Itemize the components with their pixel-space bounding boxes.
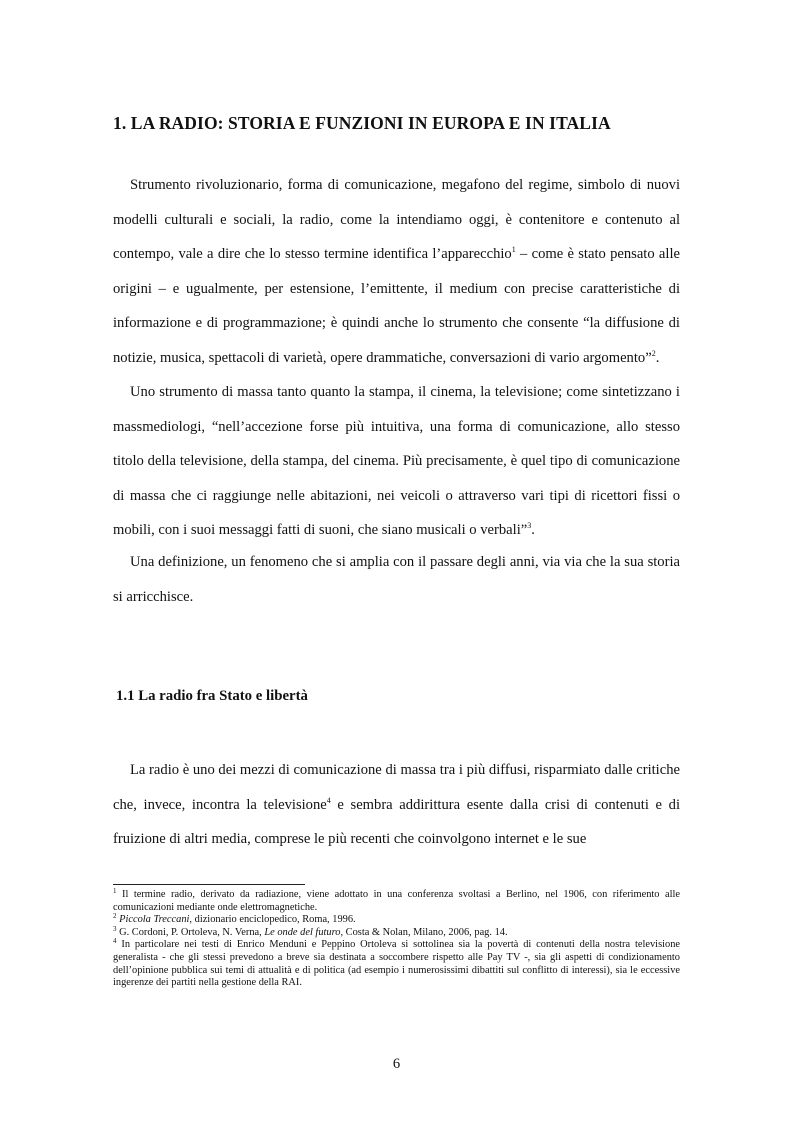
paragraph-4-text-a: La radio è uno dei mezzi di comunicazione di massa tra i più diffusi, risparmiato dalle critiche che, invece, incontra la televisione — [113, 762, 680, 813]
paragraph-3: Una definizione, un fenomeno che si amplia con il passare degli anni, via via che la sua storia si arricchisce. — [113, 554, 680, 605]
footnote-3-number: 3 — [113, 924, 117, 933]
footnote-3 — [113, 924, 680, 940]
paragraph-2 — [113, 375, 680, 548]
paragraph-1 — [113, 168, 680, 376]
footnote-4-text: In particolare nei testi di Enrico Menduni e Peppino Ortoleva si sottolinea sia la povertà di contenuti della nostra televisione generalista - che gli stessi prevedono a breve sia destinata a soccombere rispetto alle Pay TV -, sia gli aspetti di condizionamento dell’opinione pubblica sui temi di attualità e di politica (ad esempio i numerosissimi dibattiti sul conflitto di interessi), sia le eccessive ingerenze dei partiti nella gestione della RAI. — [113, 939, 680, 989]
paragraph-2-text-a: Uno strumento di massa tanto quanto la stampa, il cinema, la televisione; come sintetizzano i massmediologi, “nell’accezione forse più intuitiva, una forma di comunicazione, allo stesso titolo della televisione, della stampa, del cinema. Più precisamente, è quel tipo di comunicazione di massa che ci raggiunge nelle abitazioni, nei veicoli o attraverso vari tipi di ricettori fissi o mobili, con i suoi messaggi fatti di suoni, che siano musicali o verbali” — [113, 384, 680, 539]
paragraph-4-text-b: e sembra addirittura esente dalla crisi di contenuti e di fruizione di altri media, comprese le più recenti che coinvolgono internet e le sue — [113, 796, 681, 848]
footnote-ref-4[interactable]: 4 — [326, 795, 331, 805]
footnote-4-number: 4 — [113, 937, 117, 946]
footnote-4 — [113, 939, 680, 989]
footnote-1 — [113, 889, 680, 914]
paragraph-1-text-b: – come è stato pensato alle origini – e ugualmente, per estensione, l’emittente, il medium con precise caratteristiche di informazione e di programmazione; è quindi anche lo strumento che consente “la diffusione di notizie, musica, spettacoli di varietà, opere drammatiche, conversazioni di vario argomento” — [113, 246, 680, 366]
footnote-ref-2[interactable]: 2 — [651, 348, 656, 358]
footnote-ref-1[interactable]: 1 — [511, 245, 516, 255]
paragraph-2-text-c: . — [531, 522, 535, 539]
footnote-2-number: 2 — [113, 912, 117, 921]
footnote-1-number: 1 — [113, 887, 117, 895]
section-heading: 1.1 La radio fra Stato e libertà — [116, 688, 308, 704]
footnote-1-text: Il termine radio, derivato da radiazione, viene adottato in una conferenza svoltasi a Berlino, nel 1906, con riferimento alle comunicazioni mediante onde elettromagnetiche. — [113, 889, 680, 913]
page-number: 6 — [392, 1056, 401, 1072]
footnote-3-authors: G. Cordoni, P. Ortoleva, N. Verna, — [116, 926, 265, 938]
footnotes — [113, 889, 680, 990]
footnote-3-title: Le onde del futuro — [264, 926, 341, 938]
chapter-heading: 1. LA RADIO: STORIA E FUNZIONI IN EUROPA E IN ITALIA — [113, 113, 611, 133]
paragraph-4 — [113, 753, 680, 857]
footnote-2 — [113, 914, 680, 927]
paragraph-1-text-a: Strumento rivoluzionario, forma di comunicazione, megafono del regime, simbolo di nuovi modelli culturali e sociali, la radio, come la intendiamo oggi, è contenitore e contenuto al contempo, vale a dire che lo stesso termine identifica l’apparecchio — [113, 177, 680, 263]
footnote-ref-3[interactable]: 3 — [527, 521, 532, 531]
footnote-divider — [113, 884, 305, 885]
paragraph-1-text-c: . — [655, 349, 660, 366]
footnote-2-title: Piccola Treccani — [119, 914, 190, 926]
footnote-3-text: , Costa & Nolan, Milano, 2006, pag. 14. — [340, 926, 508, 938]
footnote-2-text: , dizionario enciclopedico, Roma, 1996. — [189, 914, 356, 926]
